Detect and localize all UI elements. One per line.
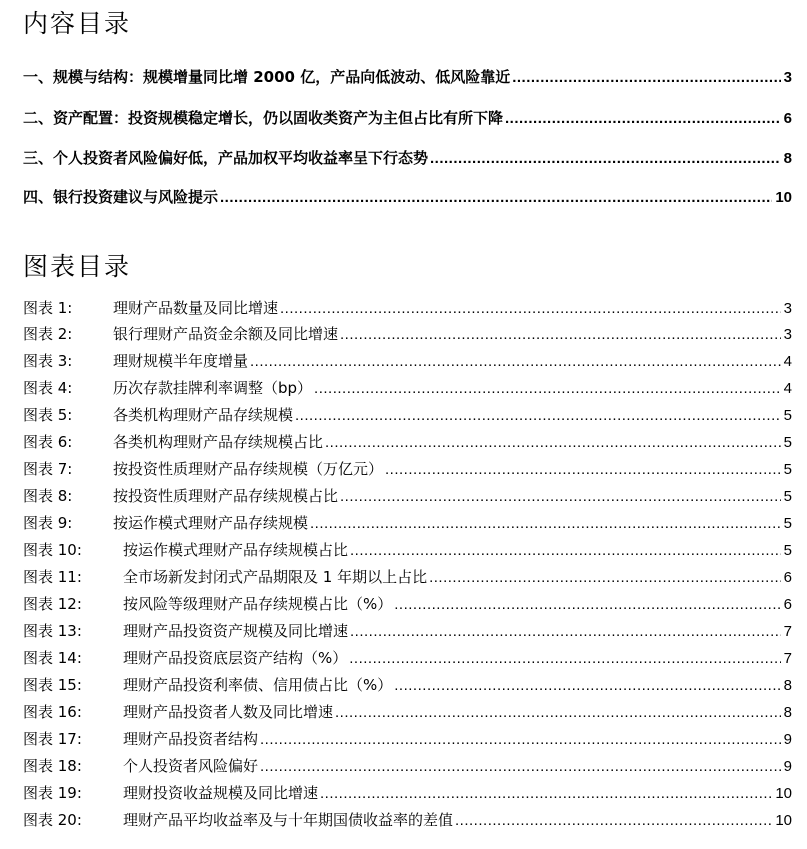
figure-label: 图表 3:	[23, 352, 73, 370]
dot-leader	[310, 515, 781, 532]
figure-page: 3	[783, 300, 792, 317]
figure-title: 理财规模半年度增量	[113, 352, 249, 370]
dot-leader	[350, 623, 781, 640]
figure-title: 按投资性质理财产品存续规模占比	[113, 487, 339, 505]
figure-page: 6	[783, 596, 792, 613]
figure-page: 10	[775, 812, 792, 829]
figure-label: 图表 20:	[23, 811, 82, 829]
figure-page: 8	[783, 704, 792, 721]
figure-page: 5	[783, 488, 792, 505]
figure-page: 4	[783, 353, 792, 370]
figure-title: 各类机构理财产品存续规模占比	[113, 433, 324, 451]
figure-page: 3	[783, 326, 792, 343]
figure-title: 按投资性质理财产品存续规模（万亿元）	[113, 460, 384, 478]
dot-leader	[350, 542, 781, 559]
figure-label: 图表 19:	[23, 784, 82, 802]
figure-title: 各类机构理财产品存续规模	[113, 406, 294, 424]
figure-title: 理财产品数量及同比增速	[113, 299, 279, 317]
figure-entry[interactable]	[23, 728, 792, 748]
figure-title: 理财产品投资底层资产结构（%）	[123, 649, 348, 667]
figure-title: 理财产品平均收益率及与十年期国债收益率的差值	[123, 811, 454, 829]
figure-title: 个人投资者风险偏好	[123, 757, 259, 775]
figure-title: 理财产品投资者人数及同比增速	[123, 703, 334, 721]
dot-leader	[260, 758, 781, 775]
dot-leader	[314, 380, 781, 397]
dot-leader	[280, 300, 781, 317]
figure-title: 全市场新发封闭式产品期限及 1 年期以上占比	[123, 568, 428, 586]
figure-entry[interactable]	[23, 593, 792, 613]
toc-entry-title: 四、银行投资建议与风险提示	[23, 188, 219, 206]
figure-entry[interactable]	[23, 701, 792, 721]
figure-page: 9	[783, 758, 792, 775]
figure-label: 图表 14:	[23, 649, 82, 667]
dot-leader	[430, 150, 781, 167]
figure-label: 图表 16:	[23, 703, 82, 721]
figure-page: 5	[783, 515, 792, 532]
toc-entry-page: 6	[783, 110, 792, 127]
figure-page: 8	[783, 677, 792, 694]
toc-entry-title: 二、资产配置：投资规模稳定增长，仍以固收类资产为主但占比有所下降	[23, 109, 504, 127]
dot-leader	[260, 731, 781, 748]
figure-entry[interactable]	[23, 809, 792, 829]
figure-title: 按运作模式理财产品存续规模	[113, 514, 309, 532]
figure-entry[interactable]	[23, 782, 792, 802]
figure-title: 银行理财产品资金余额及同比增速	[113, 325, 339, 343]
figure-page: 5	[783, 407, 792, 424]
figure-entry[interactable]	[23, 458, 792, 478]
figure-entry[interactable]	[23, 377, 792, 397]
figure-title: 理财产品投资者结构	[123, 730, 259, 748]
figure-entry[interactable]	[23, 512, 792, 532]
toc-entry[interactable]	[23, 107, 792, 129]
toc-entry[interactable]	[23, 66, 792, 88]
dot-leader	[325, 434, 781, 451]
figure-entry[interactable]	[23, 485, 792, 505]
figure-entry[interactable]	[23, 404, 792, 424]
dot-leader	[340, 488, 781, 505]
figure-entry[interactable]	[23, 297, 792, 317]
figure-label: 图表 4:	[23, 379, 73, 397]
dot-leader	[340, 326, 781, 343]
dot-leader	[220, 189, 772, 206]
figure-label: 图表 13:	[23, 622, 82, 640]
figure-page: 7	[783, 623, 792, 640]
figure-label: 图表 17:	[23, 730, 82, 748]
figure-entry[interactable]	[23, 674, 792, 694]
figure-entry[interactable]	[23, 431, 792, 451]
toc-entry[interactable]	[23, 186, 792, 208]
figure-page: 6	[783, 569, 792, 586]
figure-title: 按风险等级理财产品存续规模占比（%）	[123, 595, 393, 613]
figure-title: 历次存款挂牌利率调整（bp）	[113, 379, 313, 397]
dot-leader	[505, 110, 781, 127]
figure-title: 理财产品投资利率债、信用债占比（%）	[123, 676, 393, 694]
figure-entry[interactable]	[23, 566, 792, 586]
figure-label: 图表 8:	[23, 487, 73, 505]
figure-label: 图表 1:	[23, 299, 73, 317]
dot-leader	[385, 461, 781, 478]
figure-label: 图表 2:	[23, 325, 73, 343]
figure-label: 图表 6:	[23, 433, 73, 451]
figure-page: 9	[783, 731, 792, 748]
figure-entry[interactable]	[23, 323, 792, 343]
dot-leader	[349, 650, 780, 667]
figure-page: 10	[775, 785, 792, 802]
figure-page: 5	[783, 461, 792, 478]
toc-entry[interactable]	[23, 147, 792, 169]
figure-label: 图表 15:	[23, 676, 82, 694]
figure-label: 图表 18:	[23, 757, 82, 775]
dot-leader	[394, 596, 780, 613]
figure-page: 4	[783, 380, 792, 397]
dot-leader	[394, 677, 780, 694]
figure-page: 7	[783, 650, 792, 667]
dot-leader	[335, 704, 781, 721]
figure-entry[interactable]	[23, 539, 792, 559]
dot-leader	[295, 407, 781, 424]
figure-title: 理财产品投资资产规模及同比增速	[123, 622, 349, 640]
figure-page: 5	[783, 542, 792, 559]
toc-entry-page: 3	[783, 69, 792, 86]
figure-title: 理财投资收益规模及同比增速	[123, 784, 319, 802]
figure-label: 图表 12:	[23, 595, 82, 613]
figure-list-heading: 图表目录	[23, 252, 132, 281]
figure-entry[interactable]	[23, 350, 792, 370]
figure-label: 图表 5:	[23, 406, 73, 424]
toc-entry-page: 10	[775, 189, 792, 206]
figure-label: 图表 11:	[23, 568, 82, 586]
figure-entry[interactable]	[23, 647, 792, 667]
dot-leader	[320, 785, 772, 802]
dot-leader	[455, 812, 772, 829]
toc-heading: 内容目录	[23, 9, 132, 38]
figure-entry[interactable]	[23, 620, 792, 640]
figure-label: 图表 9:	[23, 514, 73, 532]
dot-leader	[250, 353, 781, 370]
dot-leader	[512, 69, 780, 86]
toc-entry-title: 三、个人投资者风险偏好低，产品加权平均收益率呈下行态势	[23, 149, 429, 167]
figure-entry[interactable]	[23, 755, 792, 775]
figure-title: 按运作模式理财产品存续规模占比	[123, 541, 349, 559]
figure-page: 5	[783, 434, 792, 451]
toc-entry-title: 一、规模与结构：规模增量同比增 2000 亿，产品向低波动、低风险靠近	[23, 68, 511, 86]
figure-label: 图表 10:	[23, 541, 82, 559]
dot-leader	[429, 569, 781, 586]
figure-label: 图表 7:	[23, 460, 73, 478]
toc-entry-page: 8	[783, 150, 792, 167]
